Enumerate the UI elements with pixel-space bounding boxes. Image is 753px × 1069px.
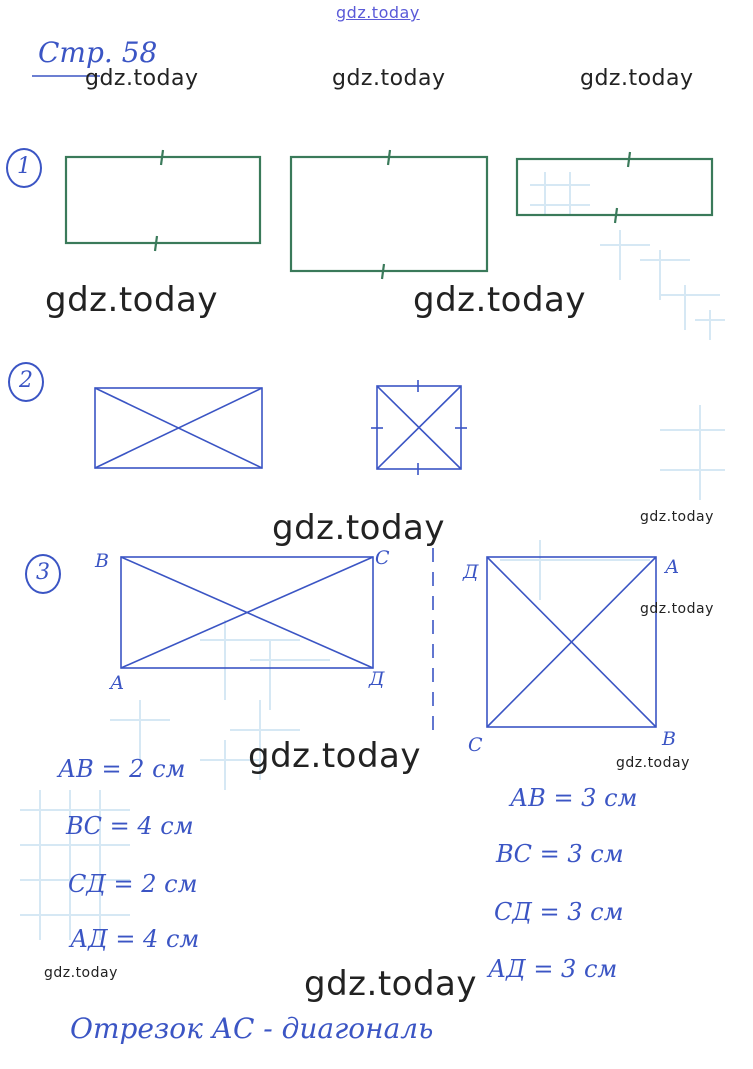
watermark: gdz.today [616, 755, 690, 771]
watermark: gdz.today [304, 964, 477, 1004]
watermark: gdz.today [580, 66, 694, 91]
vertex-label-b: В [95, 550, 109, 572]
watermark: gdz.today [44, 965, 118, 981]
task1-rect-2 [291, 157, 487, 271]
square-side-bc: ВС = 3 см [496, 840, 624, 868]
square-label-a: А [665, 556, 680, 578]
task1-rectangles [66, 150, 712, 279]
square-label-b: В [662, 728, 676, 750]
watermark: gdz.today [85, 66, 199, 91]
watermark: gdz.today [640, 601, 714, 617]
square-label-c: С [468, 734, 483, 756]
watermark: gdz.today [413, 280, 586, 320]
task1-rect-1 [66, 157, 260, 243]
vertex-label-a: А [110, 672, 125, 694]
task-number-2: 2 [8, 362, 44, 402]
vertex-label-d: Д [369, 668, 385, 690]
square-label-d: Д [463, 561, 479, 583]
page-title: Стр. 58 [38, 36, 158, 69]
watermark: gdz.today [332, 66, 446, 91]
square-side-cd: СД = 3 см [494, 898, 624, 926]
rect-side-ab: АВ = 2 см [58, 755, 186, 783]
watermark: gdz.today [248, 736, 421, 776]
watermark: gdz.today [272, 508, 445, 548]
watermark: gdz.today [640, 509, 714, 525]
rect-side-cd: СД = 2 см [68, 870, 198, 898]
rect-side-bc: ВС = 4 см [66, 812, 194, 840]
square-side-ab: АВ = 3 см [510, 784, 638, 812]
task1-rect-3 [517, 159, 712, 215]
square-side-ad: АД = 3 см [488, 955, 618, 983]
rect-side-ad: АД = 4 см [70, 925, 200, 953]
task3-figures [121, 548, 656, 735]
watermark: gdz.today [45, 280, 218, 320]
task-number-1: 1 [6, 148, 42, 188]
task2-figures [95, 380, 467, 475]
vertex-label-c: С [375, 547, 390, 569]
task-number-3: 3 [25, 554, 61, 594]
conclusion-text: Отрезок АС - диагональ [70, 1012, 434, 1045]
watermark-top[interactable]: gdz.today [336, 3, 420, 22]
